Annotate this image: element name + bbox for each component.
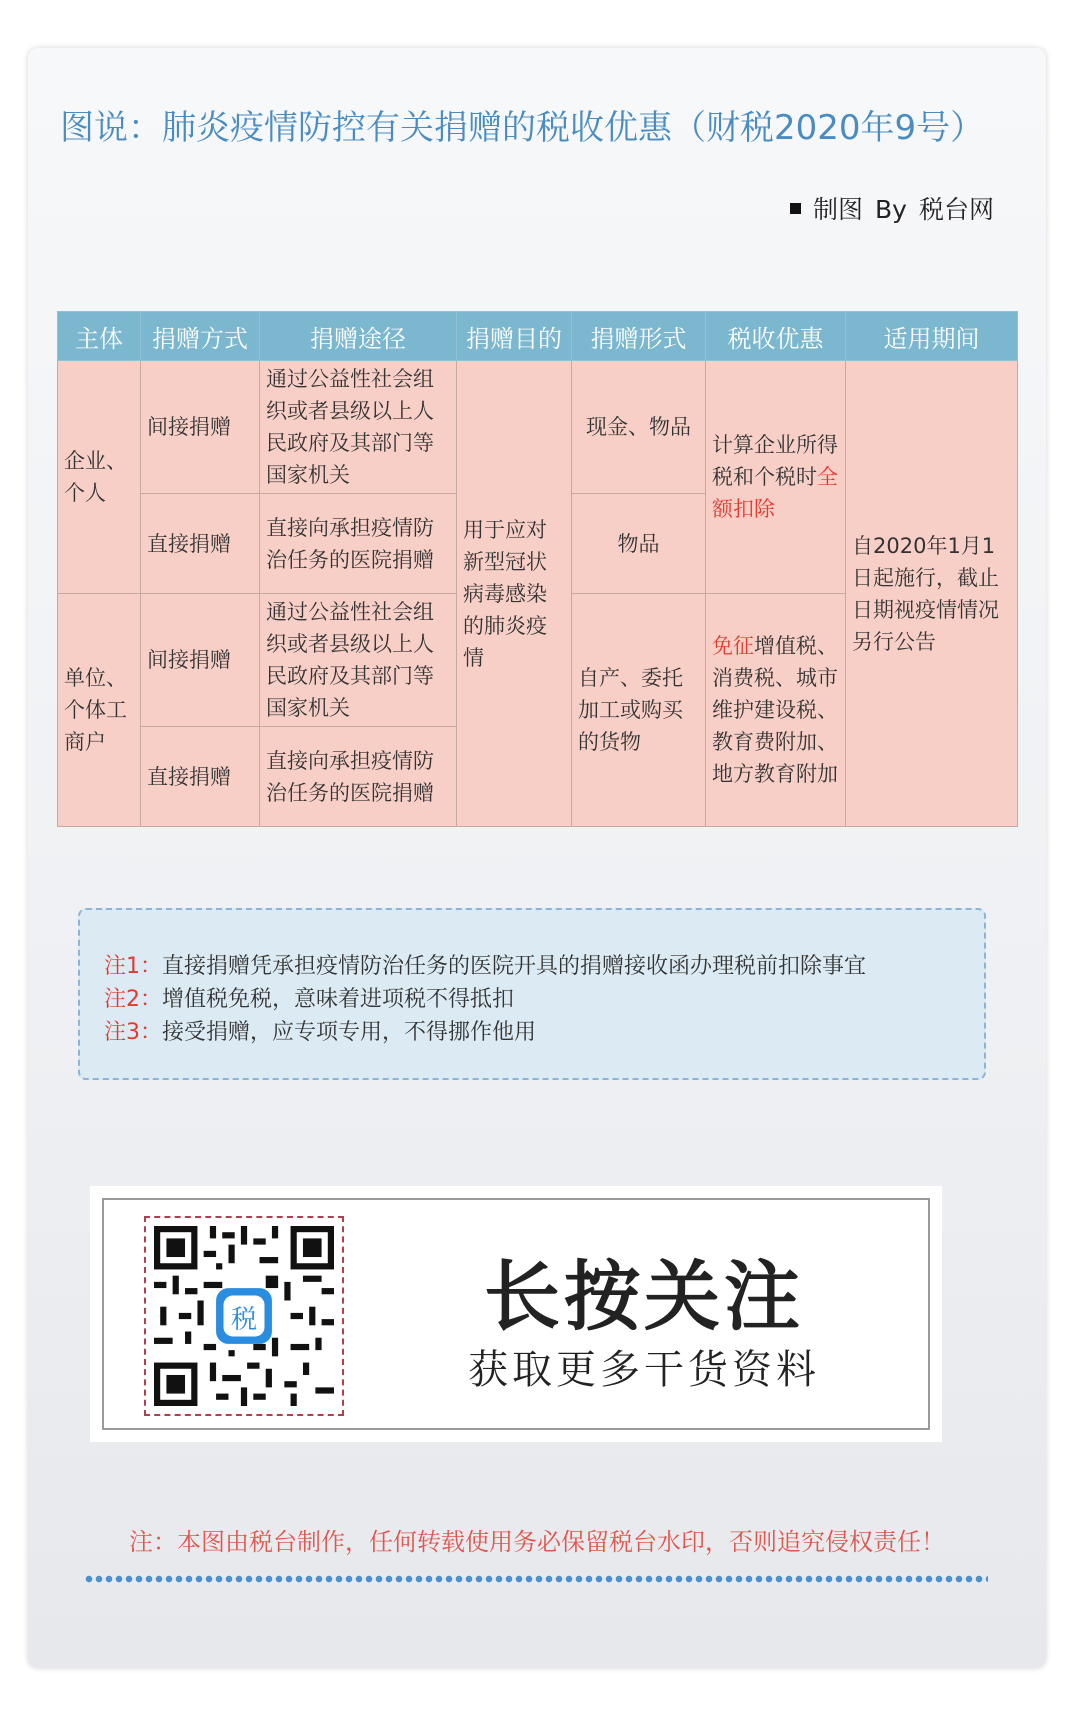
route-cell: 直接向承担疫情防治任务的医院捐赠 [260,727,457,827]
benefit-text: 计算企业所得税和个税时 [712,433,838,489]
note-line [104,983,960,1016]
credit-source: 税台网 [918,195,994,224]
benefit-cell-exemption [706,594,846,827]
table-header-row [58,312,1018,361]
qr-code-icon [154,1226,334,1406]
tax-benefit-table [57,311,1018,827]
page-title: 图说：肺炎疫情防控有关捐赠的税收优惠（财税2020年9号） [60,108,985,148]
follow-subtitle: 获取更多干货资料 [468,1347,820,1393]
dotted-divider [84,1575,988,1583]
note-line [104,950,960,983]
qr-center-char: 税 [230,1304,258,1335]
route-cell: 直接向承担疫情防治任务的医院捐赠 [260,494,457,594]
benefit-text: 增值税、消费税、城市维护建设税、教育费附加、地方教育附加 [712,634,838,786]
header-cell-period: 适用期间 [846,312,1018,361]
infographic-card [28,48,1046,1668]
credit-label: 制图 [813,195,864,224]
method-cell: 直接捐赠 [141,727,260,827]
header-cell-subject: 主体 [58,312,141,361]
purpose-cell: 用于应对新型冠状病毒感染的肺炎疫情 [457,361,572,827]
subject-cell: 单位、个体工商户 [58,594,141,827]
header-cell-form: 捐赠形式 [572,312,706,361]
credit-line [790,190,994,226]
route-cell: 通过公益性社会组织或者县级以上人民政府及其部门等国家机关 [260,361,457,494]
note-text: 增值税免税，意味着进项税不得抵扣 [162,987,515,1012]
method-cell: 间接捐赠 [141,594,260,727]
method-cell: 间接捐赠 [141,361,260,494]
note-tag: 注3： [104,1020,162,1045]
note-line [104,1016,960,1049]
header-cell-method: 捐赠方式 [141,312,260,361]
form-cell: 现金、物品 [572,361,706,494]
credit-by: By [875,195,907,224]
follow-banner[interactable] [90,1186,942,1442]
square-bullet-icon [790,203,801,214]
note-tag: 注2： [104,987,162,1012]
qr-code[interactable] [144,1216,344,1416]
method-cell: 直接捐赠 [141,494,260,594]
note-text: 接受捐赠，应专项专用，不得挪作他用 [162,1020,537,1045]
note-text: 直接捐赠凭承担疫情防治任务的医院开具的捐赠接收函办理税前扣除事宜 [162,954,867,979]
form-cell: 自产、委托加工或购买的货物 [572,594,706,827]
benefit-highlight: 免征 [712,634,754,658]
benefit-highlight: 全额扣除 [712,465,838,521]
benefit-cell-deduction [706,361,846,594]
note-tag: 注1： [104,954,162,979]
header-cell-route: 捐赠途径 [260,312,457,361]
footer-disclaimer: 注：本图由税台制作，任何转载使用务必保留税台水印，否则追究侵权责任！ [129,1528,945,1556]
form-cell: 物品 [572,494,706,594]
header-cell-benefit: 税收优惠 [706,312,846,361]
notes-box [78,908,986,1080]
route-cell: 通过公益性社会组织或者县级以上人民政府及其部门等国家机关 [260,594,457,727]
follow-title: 长按关注 [484,1252,804,1341]
table-row [58,361,1018,494]
period-cell: 自2020年1月1日起施行，截止日期视疫情情况另行公告 [846,361,1018,827]
subject-cell: 企业、个人 [58,361,141,594]
header-cell-purpose: 捐赠目的 [457,312,572,361]
